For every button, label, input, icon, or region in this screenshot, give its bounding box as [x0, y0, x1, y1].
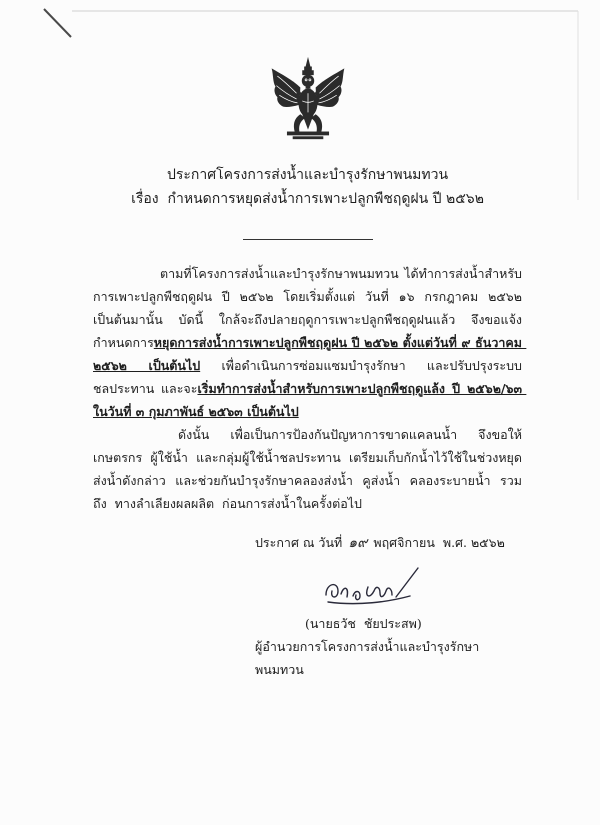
resume-water-date-highlight: เริ่มทำการส่งน้ำสำหรับการเพาะปลูกพืชฤดูแล้ง ปี ๒๕๖๒/๖๓ ในวันที่ ๓ กุมภาพันธ์ ๒๕๖๓ เป็นต้นไป	[93, 381, 527, 419]
date-month-year: พฤศจิกายน พ.ศ. ๒๕๖๒	[373, 535, 505, 550]
announcement-subject: เรื่อง กำหนดการหยุดส่งน้ำการเพาะปลูกพืชฤดูฝน ปี ๒๕๖๒	[131, 191, 484, 207]
announcement-date	[255, 531, 522, 555]
signer-position: ผู้อำนวยการโครงการส่งน้ำและบำรุงรักษาพนมทวน	[255, 639, 480, 677]
signer-name: (นายธวัช ชัยประสพ)	[305, 616, 422, 631]
title-separator	[243, 239, 373, 240]
handwritten-signature	[318, 565, 422, 607]
date-day-handwritten: ๑๙	[348, 535, 368, 551]
garuda-emblem-icon	[266, 55, 350, 143]
paragraph-1-text-a: ตามที่โครงการส่งน้ำและบำรุงรักษาพนมทวน ได้ทำการส่งน้ำสำหรับการเพาะปลูกพืชฤดูฝน ปี ๒๕๖๒ โดยเริ่มตั้งแต่ วันที่ ๑๖ กรกฎาคม ๒๕๖๒ เป็นต้นมานั้น บัดนี้ ใกล้จะถึงปลายฤดูการเพาะปลูกพืชฤดูฝนแล้ว จึงขอแจ้งกำหนดการ	[93, 266, 526, 350]
body-paragraph-1	[93, 262, 527, 423]
stop-water-date-highlight: หยุดการส่งน้ำการเพาะปลูกพืชฤดูฝน ปี ๒๕๖๒ ตั้งแต่วันที่ ๙ ธันวาคม ๒๕๖๒ เป็นต้นไป	[93, 335, 527, 373]
paragraph-1-text-b: เพื่อดำเนินการซ่อมแซมบำรุงรักษา และปรับปรุงระบบชลประทาน และจะ	[93, 358, 522, 396]
announcement-title: ประกาศโครงการส่งน้ำและบำรุงรักษาพนมทวน	[166, 167, 449, 183]
date-prefix: ประกาศ ณ วันที่	[255, 535, 343, 550]
body-paragraph-2: ดังนั้น เพื่อเป็นการป้องกันปัญหาการขาดแคลนน้ำ จึงขอให้ เกษตรกร ผู้ใช้น้ำ และกลุ่มผู้ใช้น้ำชลประทาน เตรียมเก็บกักน้ำไว้ใช้ในช่วงหยุดส่งน้ำดังกล่าว และช่วยกันบำรุงรักษาคลองส่งน้ำ คูส่งน้ำ คลองระบายน้ำ รวมถึง ทางลำเลียงผลผลิต ก่อนการส่งน้ำในครั้งต่อไป	[93, 427, 526, 511]
